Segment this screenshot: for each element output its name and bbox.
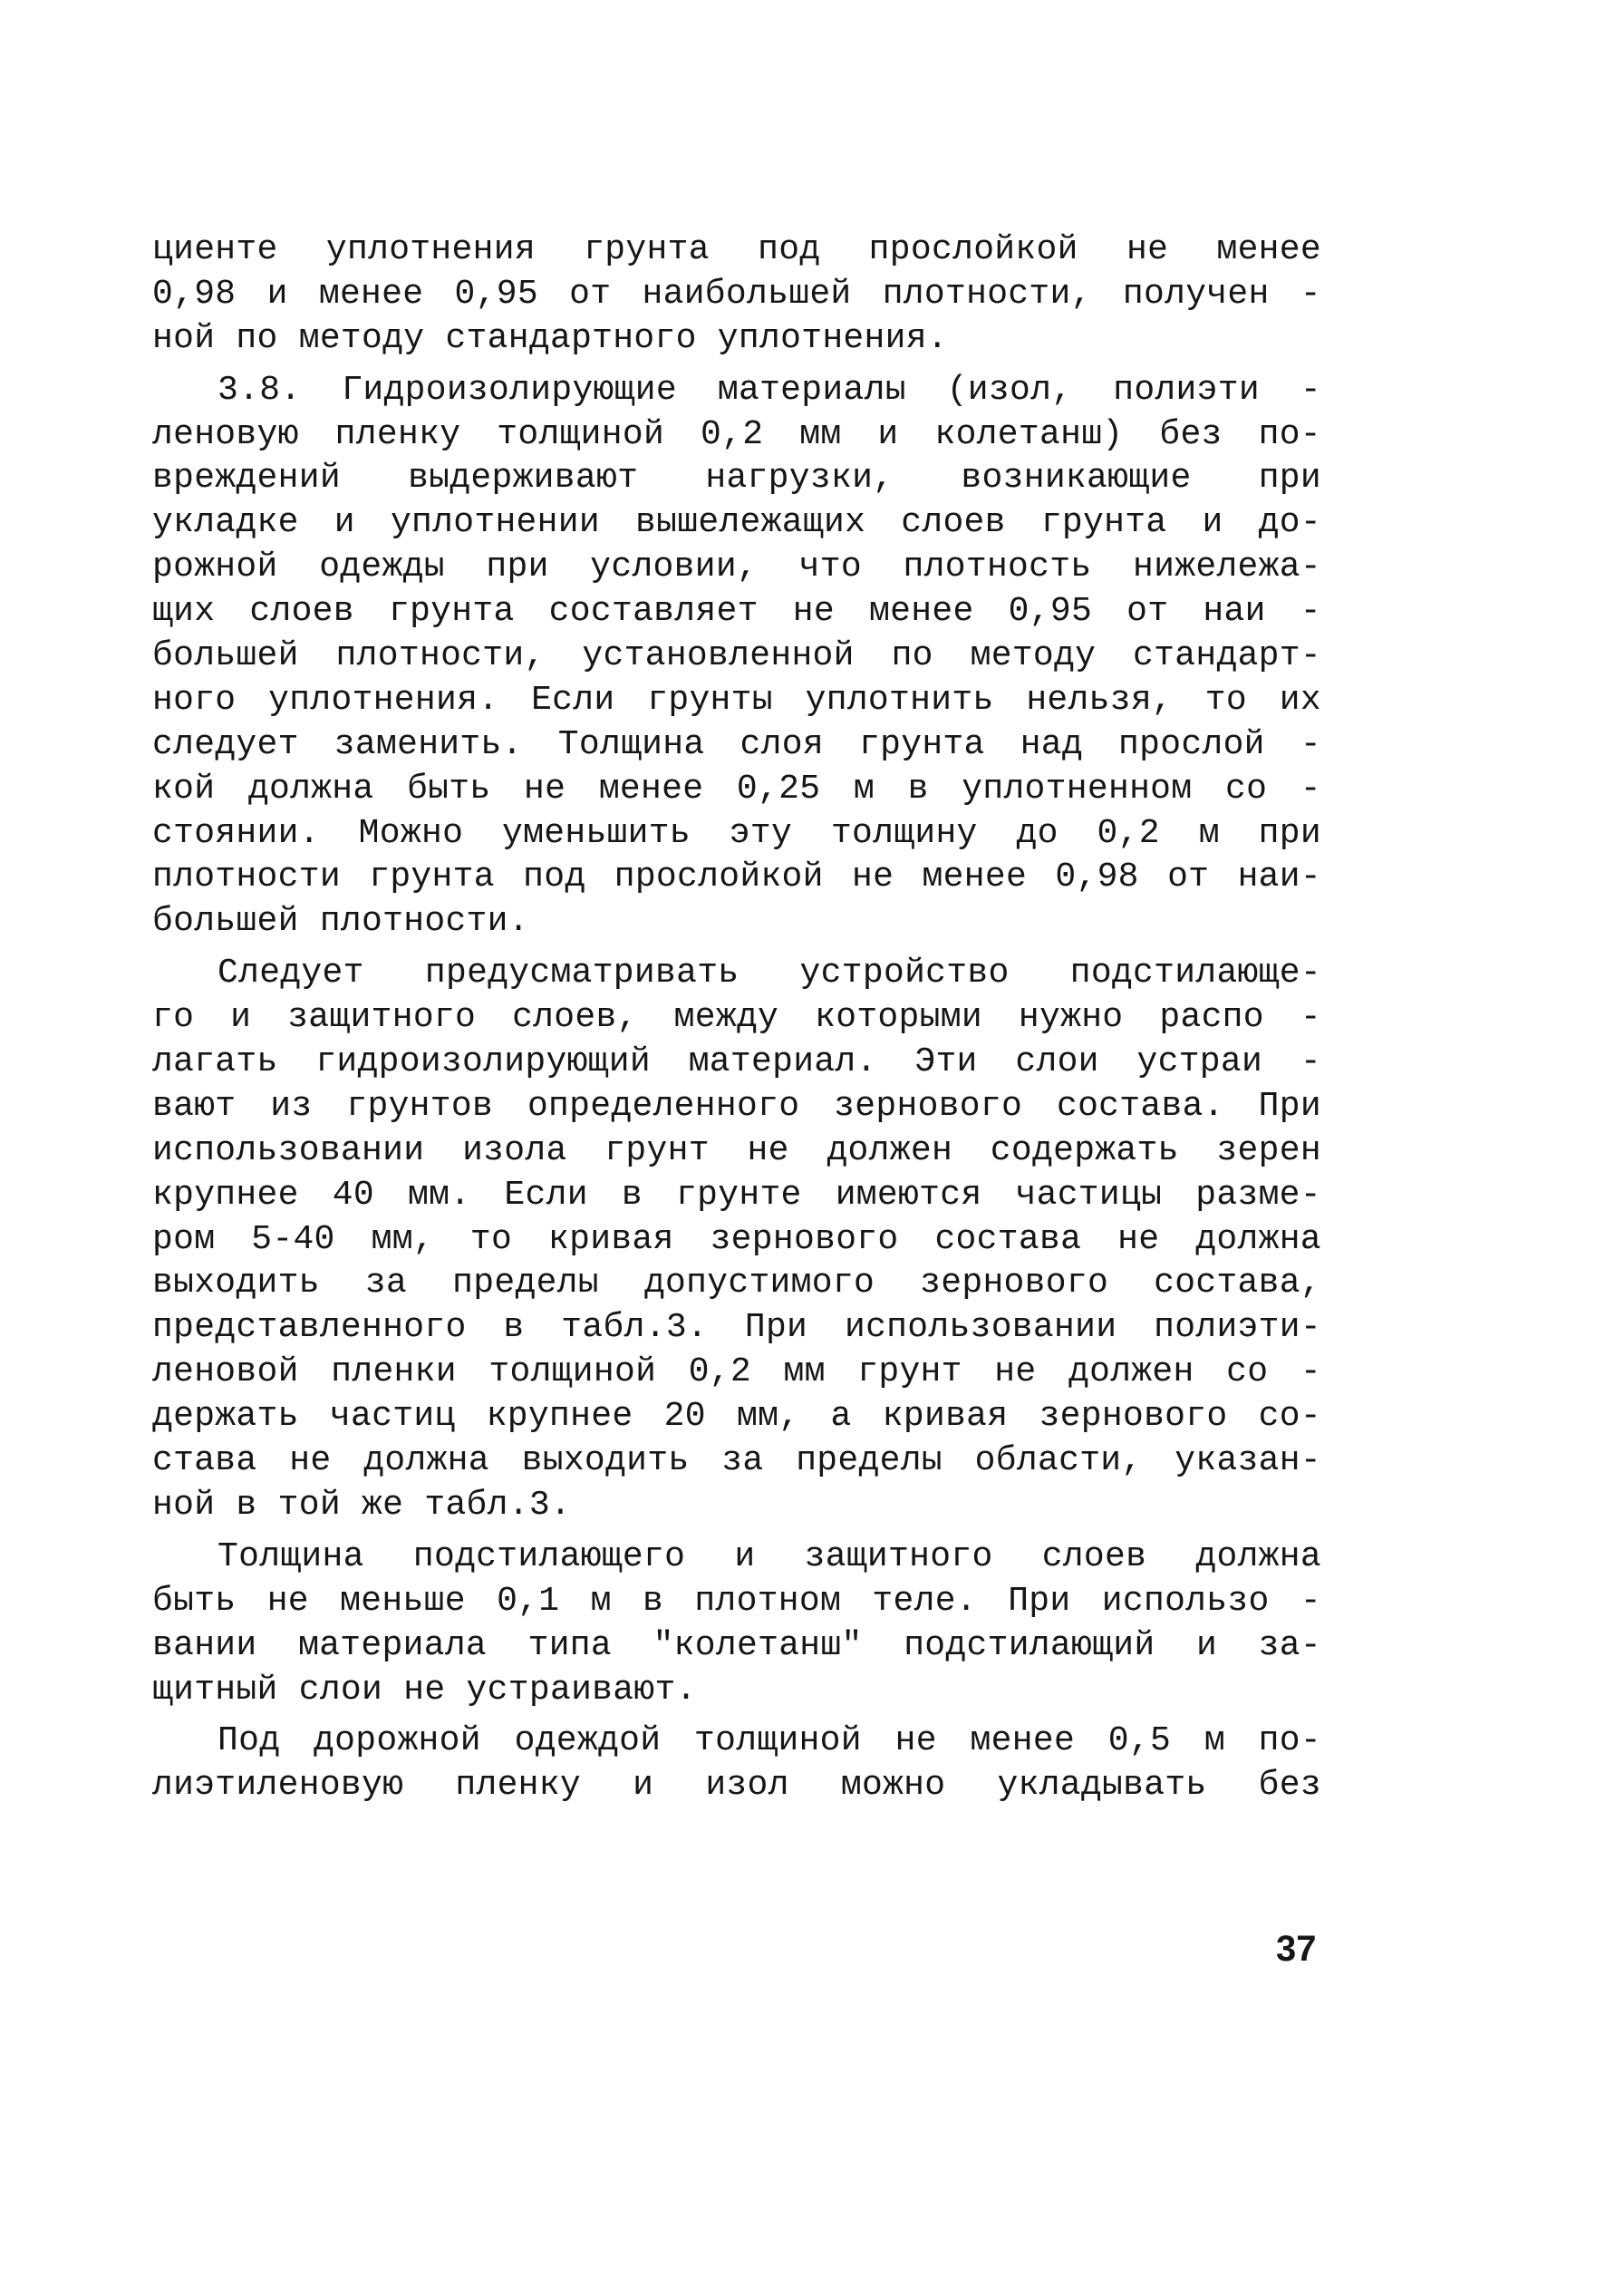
text-line: ного уплотнения. Если грунты уплотнить нельзя, то их [152,680,1321,720]
text-line: Толщина подстилающего и защитного слоев должна [218,1536,1321,1576]
text-line: лиэтиленовую пленку и изол можно укладывать без [152,1766,1321,1806]
text-line: циенте уплотнения грунта под прослойкой не менее [152,230,1321,269]
text-line: ной по методу стандартного уплотнения. [152,318,948,358]
text-line: 0,98 и менее 0,95 от наибольшей плотности, получен - [152,274,1321,314]
text-line: следует заменить. Толщина слоя грунта над прослой - [152,724,1321,764]
text-line: выходить за пределы допустимого зернового состава, [152,1264,1321,1303]
text-line: кой должна быть не менее 0,25 м в уплотненном со - [152,769,1321,809]
text-line: вреждений выдерживают нагрузки, возникающие при [152,459,1321,499]
paragraph-gap [152,945,1321,952]
text-line: крупнее 40 мм. Если в грунте имеются частицы разме- [152,1175,1321,1215]
text-line: 3.8. Гидроизолирующие материалы (изол, полиэти - [218,370,1321,410]
text-line: укладке и уплотнении вышележащих слоев грунта и до- [152,503,1321,543]
text-line: лагать гидроизолирующий материал. Эти слои устраи - [152,1042,1321,1082]
text-line: держать частиц крупнее 20 мм, а кривая зернового со- [152,1397,1321,1437]
text-line: рожной одежды при условии, что плотность нижележа- [152,547,1321,587]
page-number: 37 [1276,1929,1317,1969]
paragraph-gap [152,1712,1321,1720]
text-line: стоянии. Можно уменьшить эту толщину до 0,2 м при [152,813,1321,853]
text-line: большей плотности. [152,902,529,942]
text-line: ной в той же табл.3. [152,1485,572,1525]
body-text [152,228,1321,1808]
text-line: быть не меньше 0,1 м в плотном теле. При использо - [152,1581,1321,1621]
text-line: ром 5-40 мм, то кривая зернового состава не должна [152,1219,1321,1259]
text-line: представленного в табл.3. При использовании полиэти- [152,1308,1321,1348]
text-line: большей плотности, установленной по методу стандарт- [152,636,1321,676]
text-line: использовании изола грунт не должен содержать зерен [152,1130,1321,1170]
text-line: щих слоев грунта составляет не менее 0,95 от наи - [152,592,1321,632]
text-line: Под дорожной одеждой толщиной не менее 0,5 м по- [218,1721,1321,1761]
paragraph-gap [152,1528,1321,1536]
text-line: вают из грунтов определенного зернового состава. При [152,1086,1321,1126]
paragraph-gap [152,362,1321,369]
text-line: го и защитного слоев, между которыми нужно распо - [152,998,1321,1038]
text-line: щитный слои не устраивают. [152,1670,697,1710]
text-line: плотности грунта под прослойкой не менее 0,98 от наи- [152,857,1321,897]
text-line: вании материала типа "колетанш" подстилающий и за- [152,1625,1321,1665]
text-line: става не должна выходить за пределы области, указан- [152,1441,1321,1481]
text-line: леновую пленку толщиной 0,2 мм и колетанш) без по- [152,414,1321,454]
text-line: Следует предусматривать устройство подстилающе- [218,954,1321,993]
text-line: леновой пленки толщиной 0,2 мм грунт не должен со - [152,1352,1321,1392]
